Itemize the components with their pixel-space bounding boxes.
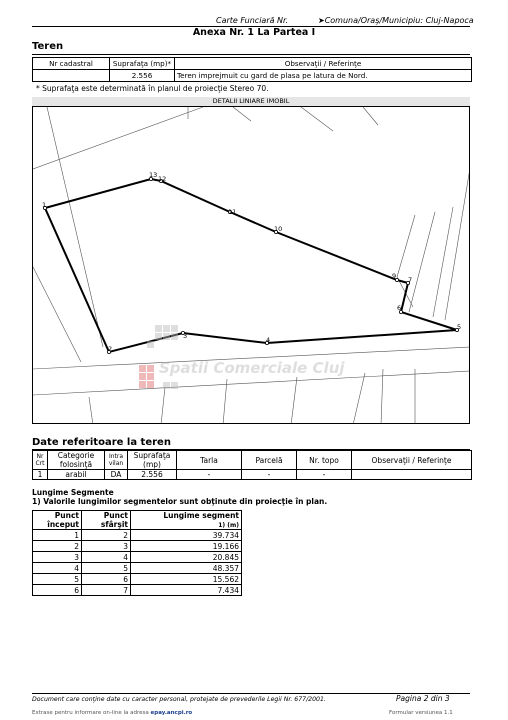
extract-link[interactable]: epay.ancpi.ro (150, 710, 193, 716)
cell-end: 4 (82, 552, 131, 563)
cell-length: 7.434 (131, 585, 242, 596)
suprafata-footnote: * Suprafaţa este determinată în planul de proiecţie Stereo 70. (36, 84, 269, 93)
locality-label (318, 16, 474, 25)
cell-start: 2 (33, 541, 82, 552)
cell-tarla: - (177, 470, 242, 480)
cell-end: 2 (82, 530, 131, 541)
label-point-7: 7 (408, 276, 413, 284)
label-point-1: 1 (42, 201, 47, 209)
parcel-map (32, 106, 470, 424)
segmente-table (32, 510, 242, 596)
cell-end: 6 (82, 574, 131, 585)
cell-length: 19.166 (131, 541, 242, 552)
date-teren-section-title: Date referitoare la teren (32, 437, 171, 448)
cell-start: 1 (33, 530, 82, 541)
col-punct-inceput: Punct început (33, 511, 82, 530)
table-row (33, 70, 472, 82)
cell-end: 3 (82, 541, 131, 552)
cell-end: 5 (82, 563, 131, 574)
label-point-13: 13 (149, 171, 158, 179)
label-point-11: 11 (228, 208, 237, 216)
label-point-6: 6 (397, 304, 402, 312)
arrow-icon: ➤ (318, 16, 325, 25)
cell-start: 4 (33, 563, 82, 574)
cell-intravilan: DA (105, 470, 128, 480)
cell-length: 39.734 (131, 530, 242, 541)
label-point-12: 12 (158, 175, 167, 183)
page-number: Pagina 2 din 3 (396, 694, 450, 703)
col-nr-cadastral: Nr cadastral (33, 58, 110, 70)
col-suprafata-mp: Suprafaţa (mp) (128, 451, 177, 470)
parcel-outline (45, 179, 457, 352)
cell-start: 5 (33, 574, 82, 585)
table-row (33, 563, 242, 574)
annex-title: Anexa Nr. 1 La Partea I (192, 27, 316, 38)
carte-funciara-label: Carte Funciară Nr. (216, 16, 289, 25)
table-row (33, 552, 242, 563)
cell-topo: - (297, 470, 352, 480)
cell-start: 6 (33, 585, 82, 596)
extract-info (32, 710, 192, 716)
cell-start: 3 (33, 552, 82, 563)
table-row (33, 470, 472, 480)
col-categorie: Categorie folosinţă (48, 451, 105, 470)
cell-categorie: arabil (48, 470, 105, 480)
cell-nr-cadastral (33, 70, 110, 82)
segmente-note: 1) Valorile lungimilor segmentelor sunt obţinute din proiecţie în plan. (32, 497, 328, 506)
locality-text: Comuna/Oraş/Municipiu: Cluj-Napoca (324, 16, 474, 25)
label-point-4: 4 (266, 336, 271, 344)
table-row (33, 585, 242, 596)
cell-nr: 1 (33, 470, 48, 480)
teren-divider (32, 54, 470, 55)
cell-length: 15.562 (131, 574, 242, 585)
col-suprafata: Suprafaţa (mp)* (110, 58, 175, 70)
col-nr-crt: Nr Crt (33, 451, 48, 470)
cell-obs (352, 470, 472, 480)
col-obs: Observaţii / Referinţe (352, 451, 472, 470)
col-lungime-unit: 1) (m) (218, 522, 239, 529)
map-title: DETALII LINIARE IMOBIL (32, 97, 470, 106)
watermark-text: Spatii Comerciale Cluj (159, 359, 345, 377)
cell-suprafata: 2.556 (128, 470, 177, 480)
segmente-header (33, 511, 242, 530)
col-punct-sfarsit: Punct sfârşit (82, 511, 131, 530)
parcel-map-svg (33, 107, 470, 424)
col-lungime-label: Lungime segment (163, 511, 239, 520)
label-point-3: 3 (183, 332, 188, 340)
cell-end: 7 (82, 585, 131, 596)
cell-suprafata: 2.556 (110, 70, 175, 82)
table-row (33, 530, 242, 541)
col-observatii: Observaţii / Referinţe (175, 58, 472, 70)
col-parcela: Parcelă (242, 451, 297, 470)
segmente-title: Lungime Segmente (32, 488, 114, 497)
col-nr-topo: Nr. topo (297, 451, 352, 470)
cell-parcela: - (242, 470, 297, 480)
label-point-2: 2 (108, 345, 113, 353)
cell-length: 20.845 (131, 552, 242, 563)
form-version: Formular versiunea 1.1 (389, 710, 453, 716)
teren-table-header (33, 58, 472, 70)
teren-table (32, 57, 472, 82)
footer-disclaimer: Document care conţine date cu caracter personal, protejate de prevederile Legii Nr. 677/2001. (32, 696, 326, 703)
table-row (33, 541, 242, 552)
teren-section-title: Teren (32, 41, 64, 52)
label-point-9: 9 (392, 272, 397, 280)
label-point-5: 5 (457, 323, 462, 331)
extract-prefix: Extrase pentru informare on-line la adresa (32, 710, 149, 716)
date-teren-table (32, 450, 472, 480)
cell-length: 48.357 (131, 563, 242, 574)
col-lungime (131, 511, 242, 530)
table-row (33, 574, 242, 585)
col-intravilan: Intra vilan (105, 451, 128, 470)
date-teren-header (33, 451, 472, 470)
cell-observatii: Teren imprejmuit cu gard de plasa pe latura de Nord. (175, 70, 472, 82)
col-tarla: Tarla (177, 451, 242, 470)
label-point-10: 10 (274, 225, 283, 233)
